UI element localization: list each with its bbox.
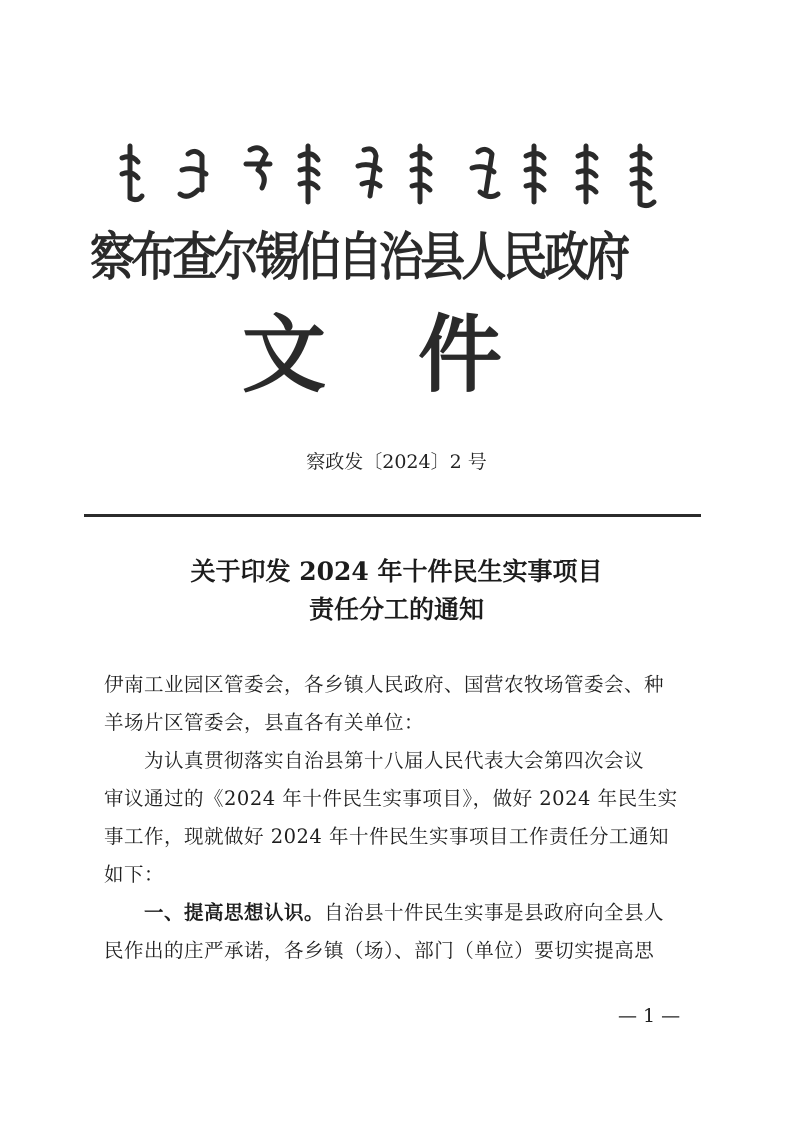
header-divider xyxy=(84,514,701,517)
body-line-paragraph-2: 审议通过的《2024 年十件民生实事项目》，做好 2024 年民生实 xyxy=(104,787,678,810)
notice-title-line-2: 责任分工的通知 xyxy=(308,595,484,624)
document-label-char-2: 件 xyxy=(418,306,503,404)
body-line-addressees-1: 伊南工业园区管委会，各乡镇人民政府、国营农牧场管委会、种 xyxy=(104,673,665,696)
body-line-paragraph-1: 为认真贯彻落实自治县第十八届人民代表大会第四次会议 xyxy=(144,749,645,772)
issuing-authority-title: 察布查尔锡伯自治县人民政府 xyxy=(90,228,627,288)
page-number: — 1 — xyxy=(618,1005,681,1027)
body-line-section-1 xyxy=(144,896,664,930)
document-label-char-1: 文 xyxy=(242,306,327,404)
body-line-addressees-2: 羊场片区管委会，县直各有关单位： xyxy=(104,711,425,734)
document-number: 察政发〔2024〕2 号 xyxy=(306,451,487,473)
body-line-section-2: 民作出的庄严承诺，各乡镇（场）、部门（单位）要切实提高思 xyxy=(104,939,655,962)
body-line-paragraph-3: 事工作，现就做好 2024 年十件民生实事项目工作责任分工通知 xyxy=(104,825,670,848)
mongolian-script-heading xyxy=(118,140,658,210)
notice-title-line-1: 关于印发 2024 年十件民生实事项目 xyxy=(190,557,603,586)
body-line-paragraph-4: 如下： xyxy=(104,863,165,886)
section-text-1: 自治县十件民生实事是县政府向全县人 xyxy=(324,901,665,924)
section-heading-1: 一、提高思想认识。 xyxy=(144,901,325,924)
